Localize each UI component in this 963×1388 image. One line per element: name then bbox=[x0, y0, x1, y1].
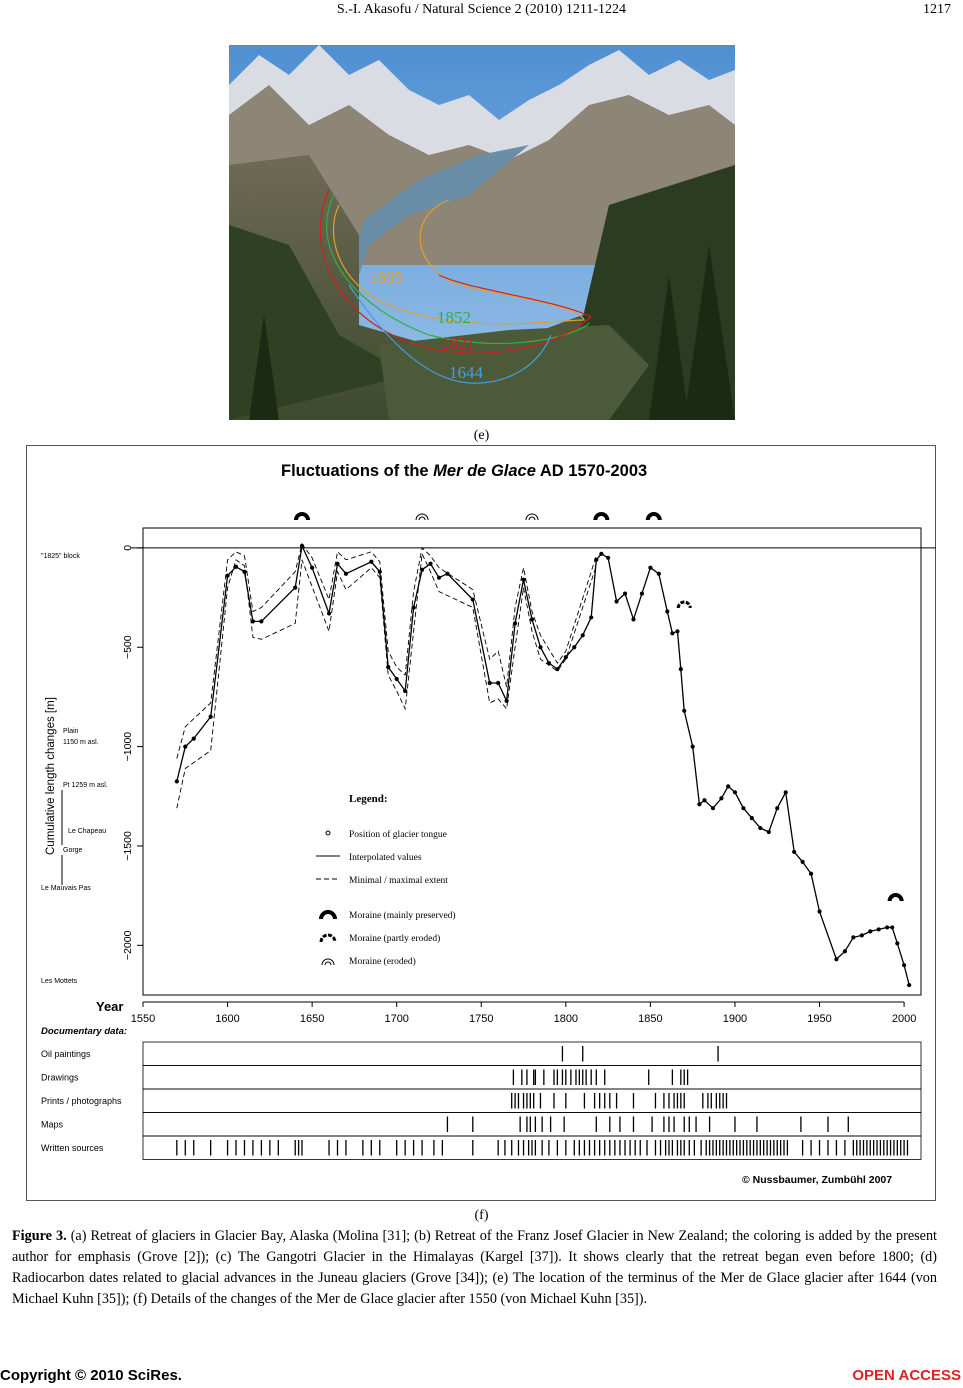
doc-row-label: Oil paintings bbox=[41, 1049, 91, 1059]
tongue-point bbox=[505, 699, 509, 703]
page-number: 1217 bbox=[923, 2, 951, 17]
tongue-point bbox=[496, 681, 500, 685]
tongue-point bbox=[386, 665, 390, 669]
tongue-point bbox=[192, 737, 196, 741]
glacier-photo bbox=[229, 45, 735, 420]
legend-item-moraine-partly: Moraine (partly eroded) bbox=[349, 934, 441, 944]
side-label: 1150 m asl. bbox=[63, 739, 99, 746]
tongue-point bbox=[327, 611, 331, 615]
legend-title: Legend: bbox=[349, 793, 388, 805]
tongue-point bbox=[640, 591, 644, 595]
side-label: Le Mauvais Pas bbox=[41, 885, 91, 892]
tongue-point bbox=[293, 586, 297, 590]
x-tick-label: 1650 bbox=[299, 1013, 325, 1025]
x-tick-label: 1750 bbox=[469, 1013, 494, 1025]
side-label: Le Chapeau bbox=[68, 828, 107, 835]
tongue-point bbox=[599, 552, 603, 556]
tongue-point bbox=[657, 572, 661, 576]
tongue-point bbox=[259, 619, 263, 623]
legend-item-moraine-preserved: Moraine (mainly preserved) bbox=[349, 911, 456, 921]
side-label: "1825" block bbox=[41, 553, 80, 560]
tongue-point bbox=[175, 779, 179, 783]
x-tick-label: 2000 bbox=[891, 1013, 917, 1025]
tongue-point bbox=[665, 609, 669, 613]
tongue-point bbox=[378, 570, 382, 574]
photo-label-1644: 1644 bbox=[449, 363, 483, 382]
tongue-point bbox=[877, 927, 881, 931]
y-tick-label: −2000 bbox=[122, 930, 134, 961]
tongue-point bbox=[530, 617, 534, 621]
running-title: S.-I. Akasofu / Natural Science 2 (2010) 1211-1224 bbox=[336, 2, 627, 17]
tongue-point bbox=[733, 790, 737, 794]
tongue-point bbox=[843, 949, 847, 953]
x-axis-label: Year bbox=[96, 999, 124, 1014]
photo-label-1821: 1821 bbox=[441, 334, 475, 353]
y-tick-label: −1000 bbox=[122, 731, 134, 762]
tongue-point bbox=[395, 677, 399, 681]
tongue-point bbox=[428, 562, 432, 566]
caption-e: (e) bbox=[473, 428, 490, 443]
legend-item-moraine-eroded: Moraine (eroded) bbox=[349, 957, 416, 967]
figure-caption-text: (a) Retreat of glaciers in Glacier Bay, Alaska (Molina [31]; (b) Retreat of the Franz Josef Glacier in New Zealand; the coloring is added by the present author for emphasis (Grove [2]); (c) The Gangotri Glacier in the Himalayas (Kargel [37]). It shows clearly that the retreat began even before 1800; (d) Radiocarbon dates related to glacial advances in the Juneau glaciers (Grove [34]); (e) The location of the terminus of the Mer de Glace glacier after 1644 (von Michael Kuhn [35]); (f) Details of the changes of the Mer de Glace glacier after 1550 (von Michael Kuhn [35]). bbox=[12, 1228, 937, 1307]
chart-credit: © Nussbaumer, Zumbühl 2007 bbox=[742, 1174, 893, 1186]
x-tick-label: 1950 bbox=[807, 1013, 832, 1025]
y-axis-label: Cumulative length changes [m] bbox=[45, 697, 57, 855]
tongue-point bbox=[711, 806, 715, 810]
tongue-point bbox=[310, 566, 314, 570]
tongue-point bbox=[834, 957, 838, 961]
tongue-point bbox=[868, 929, 872, 933]
side-label: Gorge bbox=[63, 847, 83, 854]
y-tick-label: −1500 bbox=[122, 831, 134, 861]
tongue-point bbox=[784, 790, 788, 794]
tongue-point bbox=[702, 798, 706, 802]
tongue-point bbox=[801, 860, 805, 864]
photo-label-1895: 1895 bbox=[369, 268, 403, 287]
side-label: Pt 1259 m asl. bbox=[63, 782, 108, 789]
y-tick-label: 0 bbox=[122, 544, 134, 551]
tongue-point bbox=[691, 744, 695, 748]
figure-label: Figure 3. bbox=[12, 1228, 67, 1244]
tongue-point bbox=[538, 645, 542, 649]
tongue-point bbox=[437, 576, 441, 580]
tongue-point bbox=[682, 709, 686, 713]
tongue-point bbox=[581, 633, 585, 637]
side-label: Plain bbox=[63, 728, 79, 735]
tongue-point bbox=[675, 629, 679, 633]
tongue-point bbox=[890, 925, 894, 929]
tongue-point bbox=[183, 744, 187, 748]
figure-caption bbox=[12, 1226, 937, 1310]
caption-f: (f) bbox=[474, 1208, 489, 1223]
tongue-point bbox=[209, 715, 213, 719]
tongue-point bbox=[885, 925, 889, 929]
documentary-title: Documentary data: bbox=[41, 1026, 128, 1037]
tongue-point bbox=[606, 556, 610, 560]
tongue-point bbox=[488, 681, 492, 685]
tongue-point bbox=[851, 935, 855, 939]
tongue-point bbox=[369, 560, 373, 564]
tongue-point bbox=[242, 570, 246, 574]
tongue-point bbox=[589, 615, 593, 619]
footer-open-access: OPEN ACCESS bbox=[852, 1367, 961, 1384]
tongue-point bbox=[817, 909, 821, 913]
doc-row-label: Written sources bbox=[41, 1143, 104, 1153]
tongue-point bbox=[697, 802, 701, 806]
tongue-point bbox=[741, 806, 745, 810]
tongue-point bbox=[750, 816, 754, 820]
tongue-point bbox=[775, 806, 779, 810]
tongue-point bbox=[623, 591, 627, 595]
tongue-point bbox=[344, 572, 348, 576]
tongue-point bbox=[895, 941, 899, 945]
x-tick-label: 1850 bbox=[638, 1013, 663, 1025]
doc-row-label: Prints / photographs bbox=[41, 1096, 122, 1106]
legend-item-interpolated: Interpolated values bbox=[349, 853, 422, 863]
doc-row-label: Maps bbox=[41, 1119, 64, 1130]
tongue-point bbox=[670, 631, 674, 635]
tongue-point bbox=[767, 830, 771, 834]
tongue-point bbox=[679, 667, 683, 671]
legend-item-position: Position of glacier tongue bbox=[349, 830, 447, 840]
tongue-point bbox=[521, 578, 525, 582]
doc-row-label: Drawings bbox=[41, 1072, 79, 1083]
tongue-point bbox=[572, 645, 576, 649]
tongue-point bbox=[860, 933, 864, 937]
footer-copyright: Copyright © 2010 SciRes. bbox=[0, 1367, 182, 1384]
y-tick-label: −500 bbox=[122, 635, 134, 660]
x-tick-label: 1550 bbox=[130, 1013, 156, 1025]
tongue-point bbox=[719, 796, 723, 800]
tongue-point bbox=[726, 784, 730, 788]
x-tick-label: 1600 bbox=[215, 1013, 240, 1025]
tongue-point bbox=[648, 566, 652, 570]
tongue-point bbox=[631, 617, 635, 621]
tongue-point bbox=[792, 850, 796, 854]
tongue-point bbox=[758, 826, 762, 830]
photo-label-1852: 1852 bbox=[437, 308, 471, 327]
side-label: Les Mottets bbox=[41, 978, 78, 985]
mer-de-glace-chart bbox=[26, 445, 936, 1201]
tongue-point bbox=[471, 597, 475, 601]
tongue-point bbox=[614, 599, 618, 603]
legend-item-minmax: Minimal / maximal extent bbox=[349, 876, 448, 886]
tongue-point bbox=[809, 872, 813, 876]
x-tick-label: 1700 bbox=[384, 1013, 409, 1025]
chart-title: Fluctuations of the Mer de Glace AD 1570-2003 bbox=[281, 462, 648, 480]
tongue-point bbox=[907, 983, 911, 987]
tongue-point bbox=[902, 963, 906, 967]
x-tick-label: 1900 bbox=[722, 1013, 748, 1025]
x-tick-label: 1800 bbox=[553, 1013, 579, 1025]
